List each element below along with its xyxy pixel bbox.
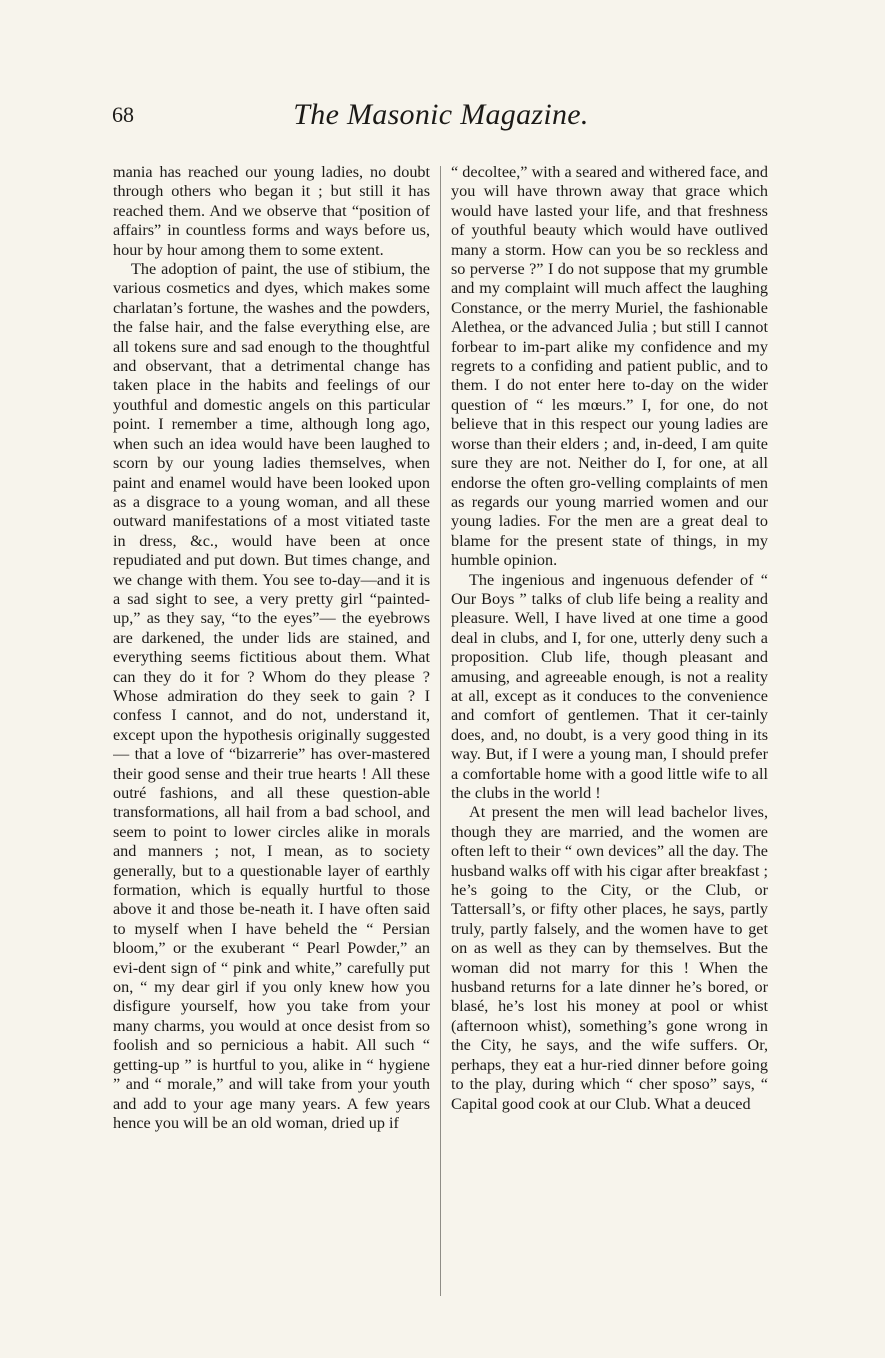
right-paragraph-3: At present the men will lead bachelor lives, though they are married, and the women are often left to their “ own devices” all the day. The husband walks off with his cigar after breakfast ; he’s going to the City, or the Club, or Tattersall’s, or fifty other places, he says, partly truly, partly falsely, and the women have to get on as well as they can by themselves. But the woman did not marry for this ! When the husband returns for a late dinner he’s bored, or blasé, he’s lost his money at pool or whist (afternoon whist), something’s gone wrong in the City, he says, and the wife suffers. Or, perhaps, they eat a hur-ried dinner before going to the play, during which “ cher sposo” says, “ Capital good cook at our Club. What a deuced (451, 803, 768, 1113)
right-paragraph-2: The ingenious and ingenuous defender of “ Our Boys ” talks of club life being a reality and pleasure. Well, I have lived at one time a good deal in clubs, and I, for one, utterly deny such a proposition. Club life, though pleasant and amusing, and agreeable enough, is not a reality at all, except as it conduces to the convenience and comfort of gentlemen. That it cer-tainly does, and, no doubt, is a very good thing in its way. But, if I were a young man, I should prefer a comfortable home with a good little wife to all the clubs in the world ! (451, 570, 768, 802)
page-header (112, 95, 770, 135)
column-divider (440, 166, 441, 1296)
running-title: The Masonic Magazine. (293, 98, 589, 131)
left-paragraph-2: The adoption of paint, the use of stibium, the various cosmetics and dyes, which makes some charlatan’s fortune, the washes and the powders, the false hair, and the false everything else, are all tokens sure and sad enough to the thoughtful and observant, that a detrimental change has taken place in the habits and feelings of our youthful and domestic angels on this particular point. I remember a time, although long ago, when such an idea would have been laughed to scorn by our young ladies themselves, when paint and enamel would have been looked upon as a disgrace to a young woman, and all these outward manifestations of a most vitiated taste in dress, &c., would have been at once repudiated and put down. But times change, and we change with them. You see to-day—and it is a sad sight to see, a very pretty girl “painted-up,” as they say, “to the eyes”— the eyebrows are darkened, the under lids are stained, and everything seems fictitious about them. What can they do it for ? Whom do they please ? Whose admiration do they seek to gain ? I confess I cannot, and do not, understand it, except upon the hypothesis originally suggested— that a love of “bizarrerie” has over-mastered their good sense and their true hearts ! All these outré fashions, and all these question-able transformations, all hail from a bad school, and seem to point to lower circles alike in morals and manners ; not, I mean, as to society generally, but to a questionable layer of earthly formation, which is equally hurtful to those above it and those be-neath it. I have often said to myself when I have beheld the “ Persian bloom,” or the exuberant “ Pearl Powder,” an evi-dent sign of “ pink and white,” carefully put on, “ my dear girl if you only knew how you disfigure yourself, how you take from your many charms, you would at once desist from so foolish and so pernicious a habit. All such “ getting-up ” is hurtful to you, alike in “ hygiene ” and “ morale,” and will take from your youth and add to your age many years. A few years hence you will be an old woman, dried up if (113, 260, 430, 1132)
right-column (451, 163, 768, 1303)
right-paragraph-1: “ decoltee,” with a seared and withered face, and you will have thrown away that grace which would have lasted your life, and that freshness of youthful beauty which would have outlived many a storm. How can you be so reckless and so perverse ?” I do not suppose that my grumble and my complaint will much affect the laughing Constance, or the merry Muriel, the fashionable Alethea, or the advanced Julia ; but still I cannot forbear to im-part alike my confidence and my regrets to a confiding and patient public, and to them. I do not enter here to-day on the wider question of “ les mœurs.” I, for one, do not believe that in this respect our young ladies are worse than their elders ; and, in-deed, I am quite sure they are not. Neither do I, for one, at all endorse the often gro-velling complaints of men as regards our young married women and our young ladies. For the men are a great deal to blame for the present state of things, in my humble opinion. (451, 163, 768, 570)
page-number: 68 (112, 102, 134, 127)
left-column (113, 163, 430, 1303)
left-paragraph-1: mania has reached our young ladies, no doubt through others who began it ; but still it has reached them. And we observe that “position of affairs” in countless forms and ways before us, hour by hour among them to some extent. (113, 163, 430, 259)
